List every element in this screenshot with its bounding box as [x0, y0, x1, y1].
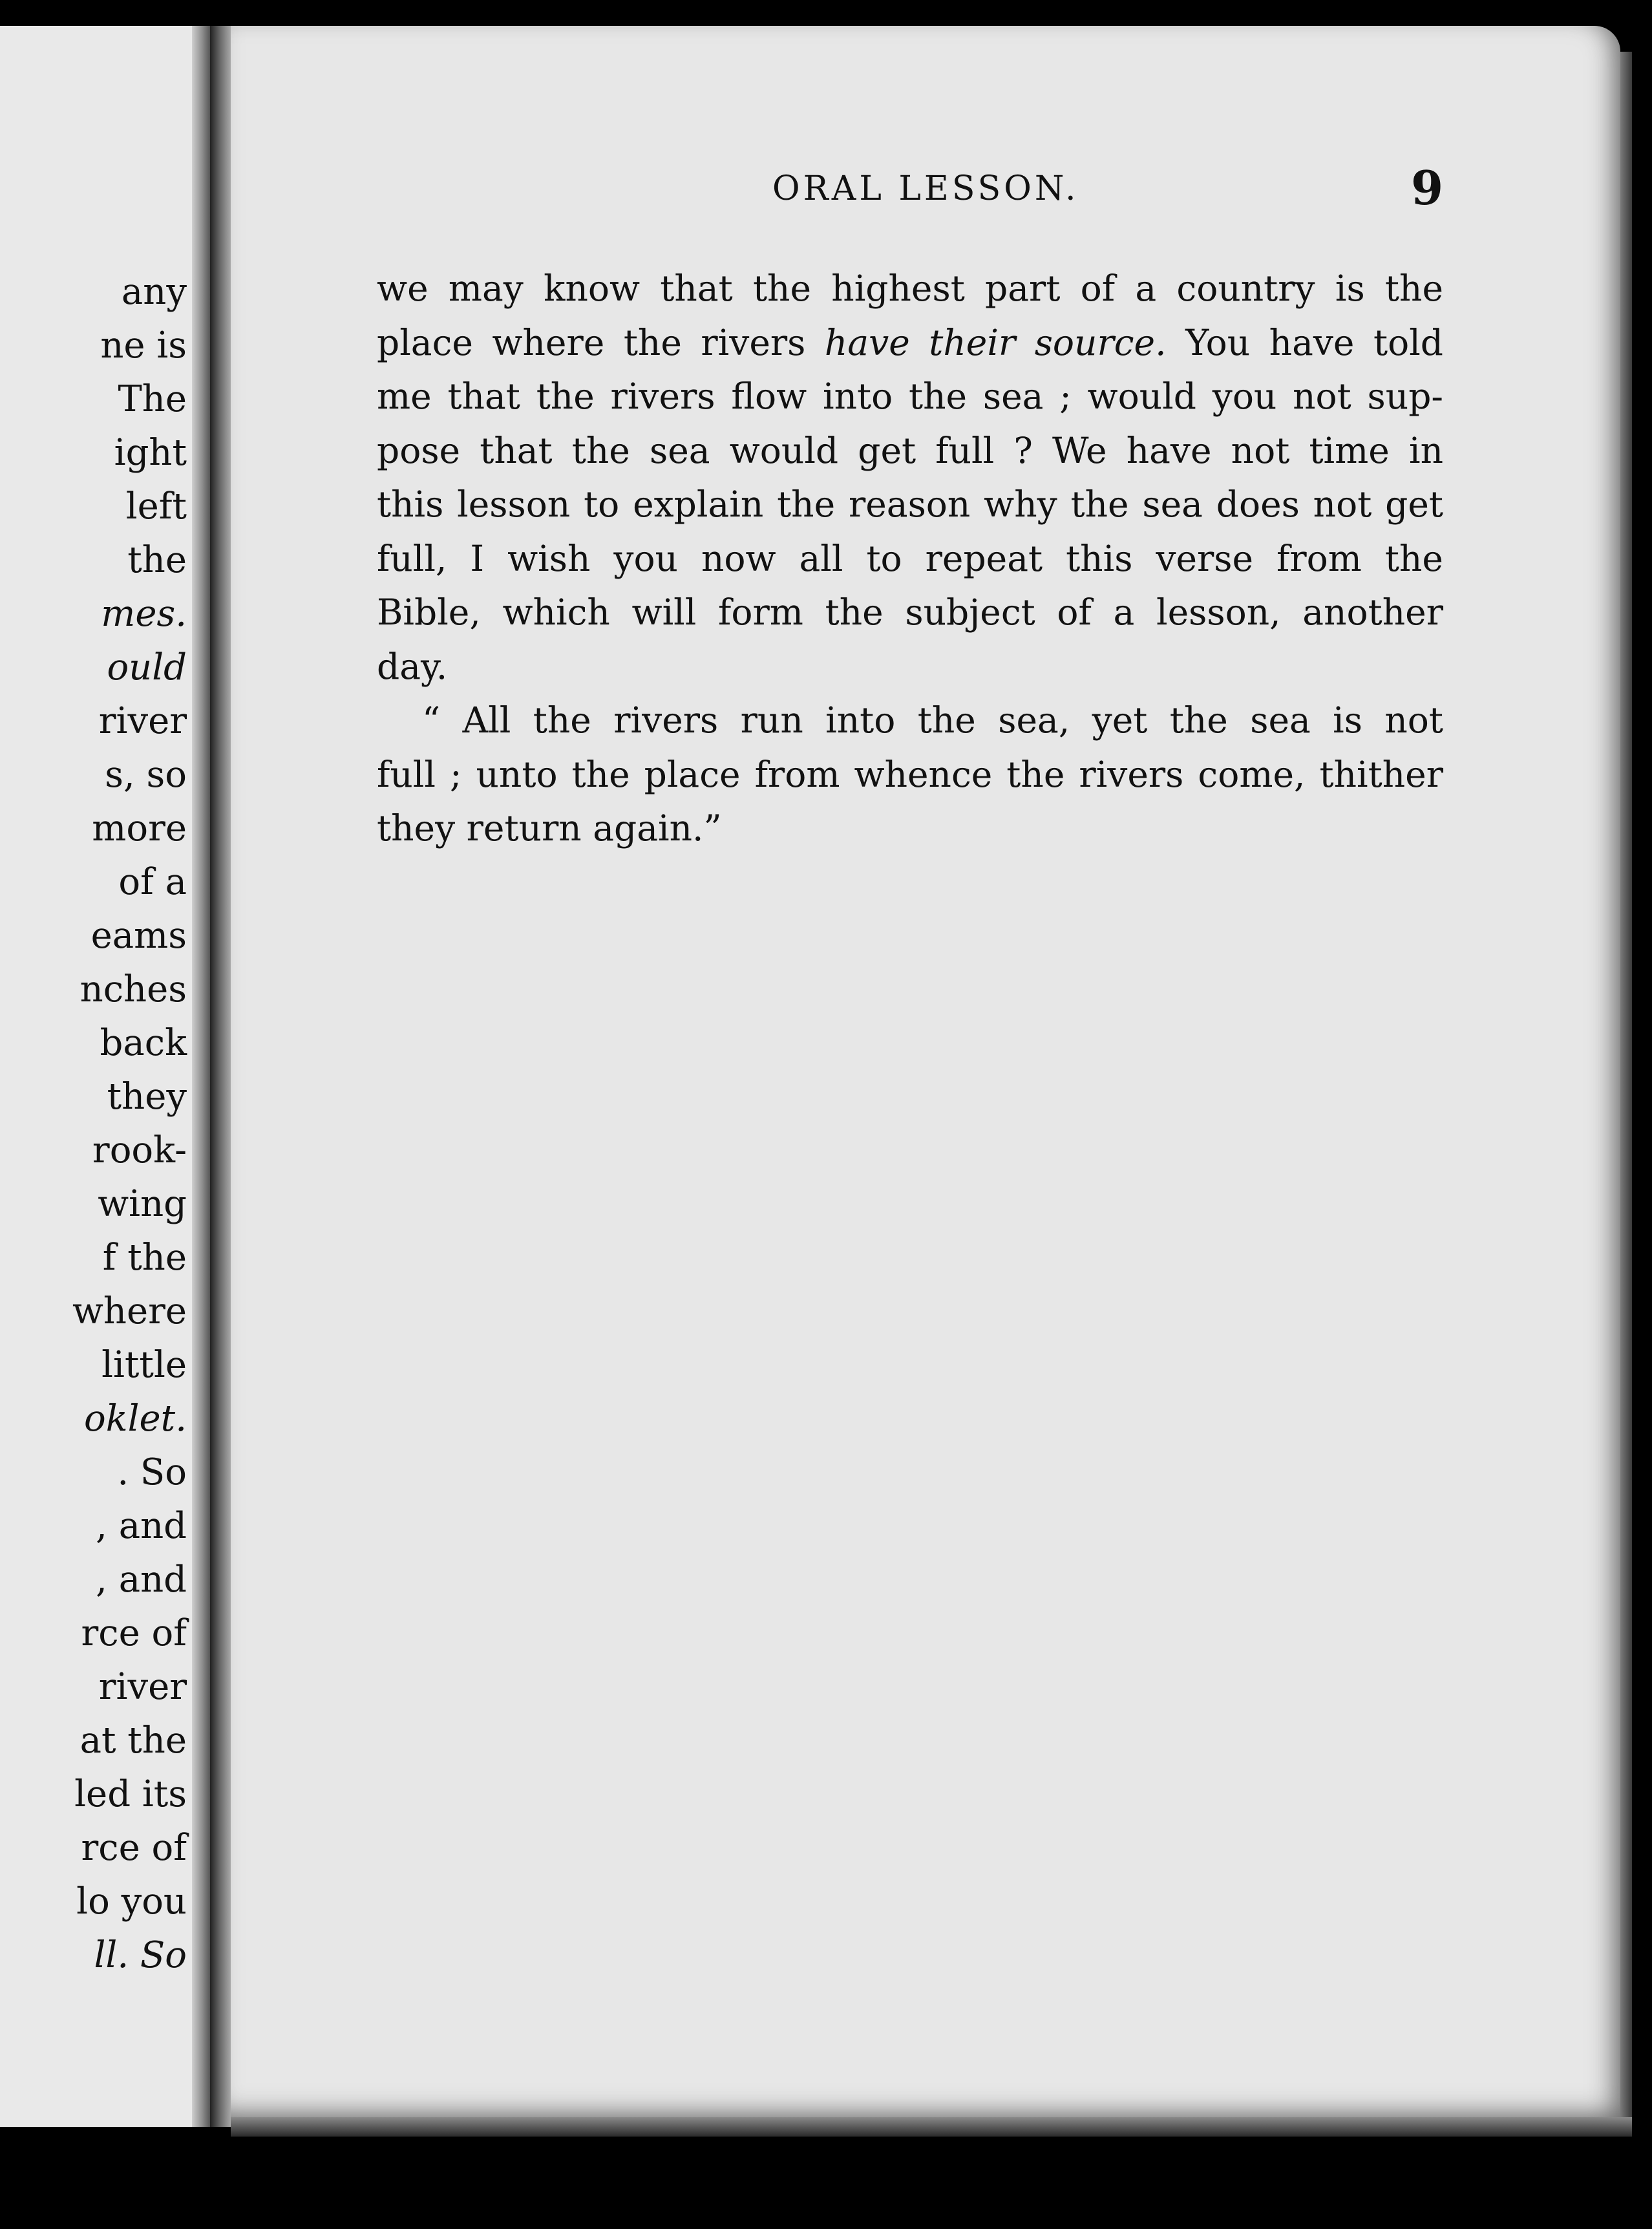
left-line: at the — [79, 1720, 187, 1762]
left-line: , and — [96, 1505, 187, 1547]
quote-line: full ; unto the place from whence the rivers come, thither — [377, 753, 1443, 795]
left-line: f the — [102, 1237, 187, 1279]
left-line: nches — [79, 968, 187, 1010]
page-bottom-edge — [231, 2117, 1632, 2137]
text-line: pose that the sea would get full ? We have not time in — [377, 429, 1443, 471]
left-line: wing — [98, 1183, 187, 1225]
left-line: lo you — [76, 1881, 187, 1923]
text-line: place where the rivers have their source. You have told — [377, 321, 1443, 363]
quote-line: “ All the rivers run into the sea, yet the sea is not — [422, 699, 1443, 741]
left-line: rce of — [81, 1612, 187, 1654]
left-line: ould — [107, 646, 187, 688]
body-text — [377, 262, 1443, 856]
left-line: little — [101, 1344, 187, 1386]
left-line: ll. So — [94, 1934, 187, 1976]
page-fold-shadow — [192, 26, 210, 2127]
text-line: me that the rivers flow into the sea ; would you not sup- — [377, 376, 1443, 417]
left-line: back — [100, 1022, 187, 1064]
left-line: The — [118, 378, 187, 420]
left-line: rook- — [92, 1129, 187, 1171]
text-line: this lesson to explain the reason why the sea does not get — [377, 484, 1443, 525]
left-line: s, so — [105, 754, 187, 796]
left-line: they — [107, 1076, 187, 1118]
left-line: ne is — [100, 325, 187, 367]
page-number: 9 — [1411, 160, 1444, 215]
left-line: rce of — [81, 1827, 187, 1869]
quote-line: they return again.” — [377, 807, 722, 849]
left-line: oklet. — [83, 1398, 187, 1440]
left-line: river — [98, 700, 187, 742]
text-line: Bible, which will form the subject of a lesson, another — [377, 592, 1443, 633]
left-line: any — [121, 271, 187, 313]
left-line: , and — [96, 1559, 187, 1601]
left-line: . So — [117, 1451, 187, 1493]
left-line: the — [127, 539, 187, 581]
running-head: ORAL LESSON. — [772, 169, 1079, 208]
left-line: more — [92, 807, 187, 849]
left-line: led its — [74, 1773, 187, 1815]
italic-phrase: have their source. — [824, 321, 1167, 363]
left-line: eams — [90, 915, 187, 957]
text-line: day. — [377, 645, 448, 687]
left-line: where — [72, 1290, 187, 1332]
left-line: ight — [114, 432, 187, 474]
left-line: left — [125, 485, 187, 528]
left-line: river — [98, 1666, 187, 1708]
page-edge — [1620, 52, 1632, 2133]
text-line: we may know that the highest part of a country is the — [377, 268, 1443, 309]
left-page-text — [0, 265, 187, 1982]
left-line: of a — [118, 861, 187, 903]
text-line: full, I wish you now all to repeat this verse from the — [377, 537, 1443, 579]
book-spine — [210, 26, 231, 2127]
left-page — [0, 26, 210, 2127]
left-line: mes. — [101, 593, 187, 635]
